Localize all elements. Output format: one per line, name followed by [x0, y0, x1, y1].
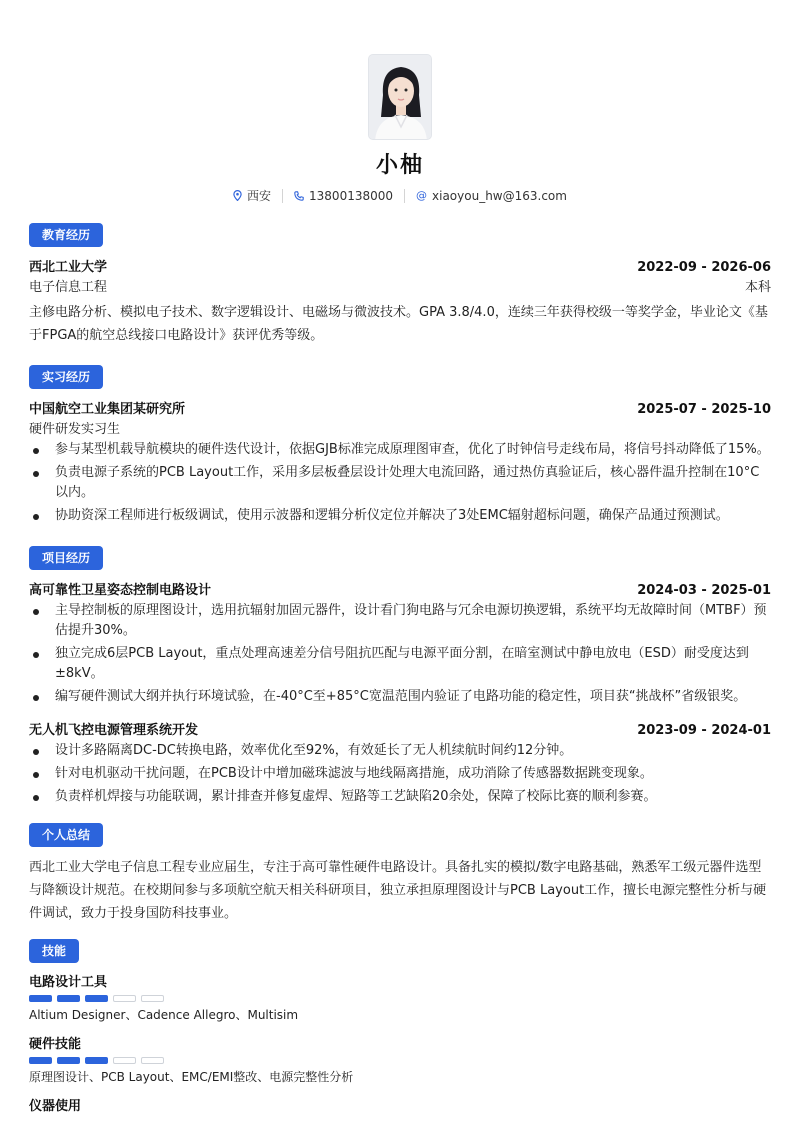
- education-date: 2022-09 - 2026-06: [637, 260, 771, 275]
- internship-bullets: [29, 440, 771, 526]
- project-bullets: [29, 741, 771, 807]
- education-section: [29, 223, 771, 347]
- location-pin-icon: [233, 190, 242, 201]
- skill-level-segment: [29, 995, 52, 1002]
- summary-heading: 个人总结: [29, 823, 103, 847]
- education-row: [29, 256, 771, 275]
- list-item: 负责样机焊接与功能联调，累计排查并修复虚焊、短路等工艺缺陷20余处，保障了校际比赛的顺利参赛。: [29, 787, 771, 807]
- skill-title: 电路设计工具: [29, 975, 108, 990]
- summary-text: 西北工业大学电子信息工程专业应届生，专注于高可靠性硬件电路设计。具备扎实的模拟/数字电路基础，熟悉军工级元器件选型与降额设计规范。在校期间参与多项航空航天相关科研项目，独立承担原理图设计与PCB Layout工作，擅长电源完整性分析与硬件调试，致力于投身国防科技事业。: [29, 860, 767, 921]
- skill-description: Altium Designer、Cadence Allegro、Multisim: [29, 1008, 299, 1022]
- skill-level-segment: [113, 995, 136, 1002]
- project-row: [29, 579, 771, 598]
- list-item: 独立完成6层PCB Layout，重点处理高速差分信号阻抗匹配与电源平面分割，在暗室测试中静电放电（ESD）耐受度达到±8kV。: [29, 644, 771, 684]
- project-title: 高可靠性卫星姿态控制电路设计: [29, 583, 212, 598]
- phone-icon: [294, 191, 304, 201]
- education-degree: 本科: [744, 280, 771, 295]
- skill-level-bar: [29, 995, 771, 1002]
- skill-title: 硬件技能: [29, 1037, 82, 1052]
- contact-phone: [282, 189, 404, 203]
- internship-section: [29, 365, 771, 526]
- list-item: 针对电机驱动干扰问题，在PCB设计中增加磁珠滤波与地线隔离措施，成功消除了传感器数据跳变现象。: [29, 764, 771, 784]
- list-item: 负责电源子系统的PCB Layout工作，采用多层板叠层设计处理大电流回路，通过热仿真验证后，核心器件温升控制在10°C以内。: [29, 463, 771, 503]
- skill-level-segment: [57, 995, 80, 1002]
- profile-photo: [368, 54, 432, 140]
- list-item: 协助资深工程师进行板级调试，使用示波器和逻辑分析仪定位并解决了3处EMC辐射超标问题，确保产品通过预测试。: [29, 506, 771, 526]
- contact-phone-number[interactable]: 13800138000: [309, 188, 394, 203]
- project-date: 2023-09 - 2024-01: [637, 723, 771, 738]
- school-name: 西北工业大学: [29, 260, 108, 275]
- skill-description: 原理图设计、PCB Layout、EMC/EMI整改、电源完整性分析: [29, 1070, 354, 1084]
- internship-role: 硬件研发实习生: [29, 422, 121, 437]
- list-item: 设计多路隔离DC-DC转换电路，效率优化至92%，有效延长了无人机续航时间约12分钟。: [29, 741, 771, 761]
- skill-level-segment: [141, 1057, 164, 1064]
- resume-header: [29, 0, 771, 204]
- project-title: 无人机飞控电源管理系统开发: [29, 723, 199, 738]
- candidate-name: 小柚: [375, 153, 424, 178]
- skill-level-segment: [85, 1057, 108, 1064]
- company-name: 中国航空工业集团某研究所: [29, 402, 186, 417]
- list-item: 参与某型机载导航模块的硬件迭代设计，依据GJB标准完成原理图审查，优化了时钟信号走线布局，将信号抖动降低了15%。: [29, 440, 771, 460]
- internship-heading: 实习经历: [29, 365, 103, 389]
- skill-level-segment: [85, 995, 108, 1002]
- at-sign-icon: @: [416, 189, 428, 202]
- project-date: 2024-03 - 2025-01: [637, 583, 771, 598]
- list-item: 主导控制板的原理图设计，选用抗辐射加固元器件，设计看门狗电路与冗余电源切换逻辑，系统平均无故障时间（MTBF）预估提升30%。: [29, 601, 771, 641]
- contact-location: [222, 187, 282, 204]
- skill-level-segment: [113, 1057, 136, 1064]
- education-description: 主修电路分析、模拟电子技术、数字逻辑设计、电磁场与微波技术。GPA 3.8/4.0，连续三年获得校级一等奖学金，毕业论文《基于FPGA的航空总线接口电路设计》获评优秀等级。: [29, 305, 768, 343]
- education-major: 电子信息工程: [29, 280, 108, 295]
- contact-email: [404, 189, 578, 203]
- internship-date: 2025-07 - 2025-10: [637, 402, 771, 417]
- skill-level-segment: [141, 995, 164, 1002]
- list-item: 编写硬件测试大纲并执行环境试验，在-40°C至+85°C宽温范围内验证了电路功能的稳定性，项目获“挑战杯”省级银奖。: [29, 687, 771, 707]
- project-bullets: [29, 601, 771, 707]
- skill-level-bar: [29, 1057, 771, 1064]
- project-row: [29, 719, 771, 738]
- internship-row: [29, 398, 771, 417]
- skills-heading: 技能: [29, 939, 79, 963]
- projects-heading: 项目经历: [29, 546, 103, 570]
- education-heading: 教育经历: [29, 223, 103, 247]
- contact-city: 西安: [247, 189, 272, 203]
- skill-level-segment: [57, 1057, 80, 1064]
- contact-bar: [29, 187, 771, 204]
- education-major-row: [29, 275, 771, 295]
- skill-title: 仪器使用: [29, 1099, 82, 1114]
- summary-section: [29, 823, 771, 925]
- projects-section: [29, 546, 771, 807]
- skills-section: [29, 939, 771, 1114]
- contact-email-address[interactable]: xiaoyou_hw@163.com: [432, 188, 567, 203]
- skill-level-segment: [29, 1057, 52, 1064]
